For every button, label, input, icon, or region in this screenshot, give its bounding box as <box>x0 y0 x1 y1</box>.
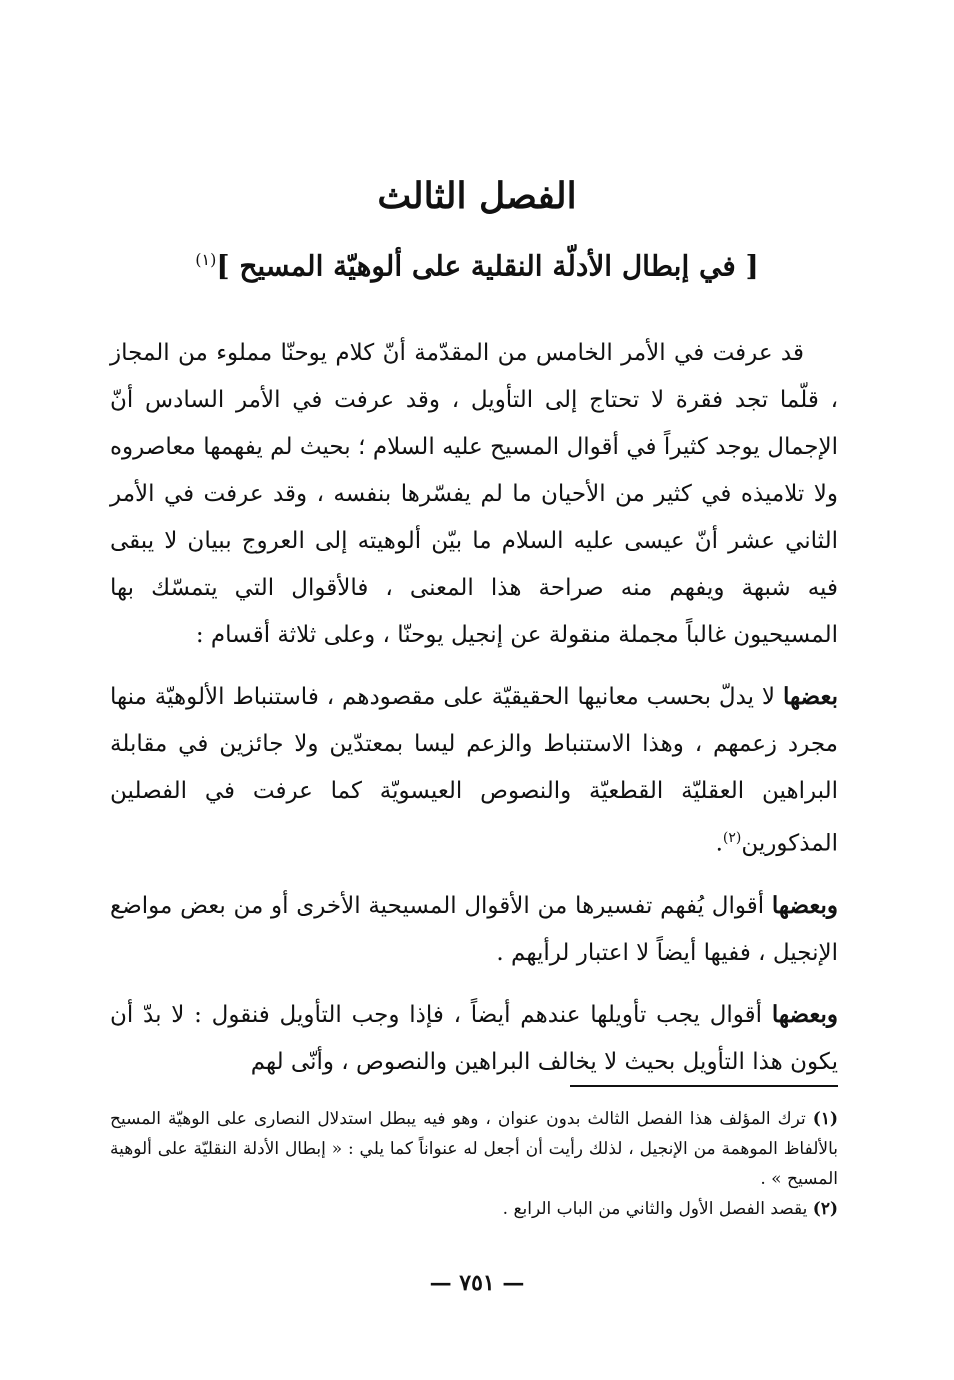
paragraph-lead: وبعضها <box>771 891 838 919</box>
footnote-number: (٢) <box>812 1199 838 1219</box>
footnote-text: ترك المؤلف هذا الفصل الثالث بدون عنوان ، وهو فيه يبطل استدلال النصارى على الوهيّة المسيح بالألفاظ الموهمة من الإنجيل ، لذلك رأيت أن أجعل له عنواناً كما يلي : « إبطال الأدلة النقليّة على ألوهية المسيح » . <box>110 1109 838 1189</box>
chapter-subtitle <box>0 238 954 288</box>
main-text <box>110 330 838 1100</box>
chapter-subtitle-text: [ في إبطال الأدلّة النقلية على ألوهيّة المسيح ] <box>216 249 759 283</box>
paragraph-lead: وبعضها <box>771 1000 838 1028</box>
paragraph-first-category <box>110 673 838 868</box>
footnote-2 <box>110 1194 838 1224</box>
footnotes <box>110 1104 838 1224</box>
page-number: — ٧٥١ — <box>429 1270 525 1296</box>
paragraph-lead: بعضها <box>782 683 838 710</box>
paragraph-second-category <box>110 882 838 977</box>
footnote-number: (١) <box>812 1109 838 1129</box>
footnote-1 <box>110 1104 838 1194</box>
footnote-divider <box>570 1085 838 1087</box>
footnote-ref-2: (٢) <box>722 830 742 846</box>
footnote-text: يقصد الفصل الأول والثاني من الباب الرابع . <box>502 1199 813 1219</box>
paragraph-text: أقوال يجب تأويلها عندهم أيضاً ، فإذا وجب التأويل فنقول : لا بدّ أن يكون هذا التأويل بحيث لا يخالف البراهين والنصوص ، وأنّى لهم <box>110 1001 838 1075</box>
paragraph-intro: قد عرفت في الأمر الخامس من المقدّمة أنّ كلام يوحنّا مملوء من المجاز ، قلّما تجد فقرة لا تحتاج إلى التأويل ، وقد عرفت في الأمر السادس أنّ الإجمال يوجد كثيراً في أقوال المسيح عليه السلام ؛ بحيث لم يفهمها معاصروه ولا تلاميذه في كثير من الأحيان ما لم يفسّرها بنفسه ، وقد عرفت في الأمر الثاني عشر أنّ عيسى عليه السلام ما بيّن ألوهيته إلى العروج ببيان لا يبقى فيه شبهة ويفهم منه صراحة هذا المعنى ، فالأقوال التي يتمسّك بها المسيحيون غالباً مجملة منقولة عن إنجيل يوحنّا ، وعلى ثلاثة أقسام : <box>110 340 838 648</box>
paragraph-text: أقوال يُفهم تفسيرها من الأقوال المسيحية الأخرى أو من بعض مواضع الإنجيل ، ففيها أيضاً لا اعتبار لرأيهم . <box>110 892 838 966</box>
footnote-ref-1: (١) <box>195 250 217 269</box>
paragraph-text: لا يدلّ بحسب معانيها الحقيقيّة على مقصودهم ، فاستنباط الألوهيّة منها مجرد زعمهم ، وهذا الاستنباط والزعم ليسا بمعتدّين ولا جائزين في مقابلة البراهين العقليّة القطعيّة والنصوص العيسويّة كما عرفت في الفصلين المذكورين <box>110 684 838 857</box>
paragraph-third-category <box>110 991 838 1086</box>
paragraph-end: . <box>715 830 723 857</box>
chapter-title: الفصل الثالث <box>377 175 577 217</box>
